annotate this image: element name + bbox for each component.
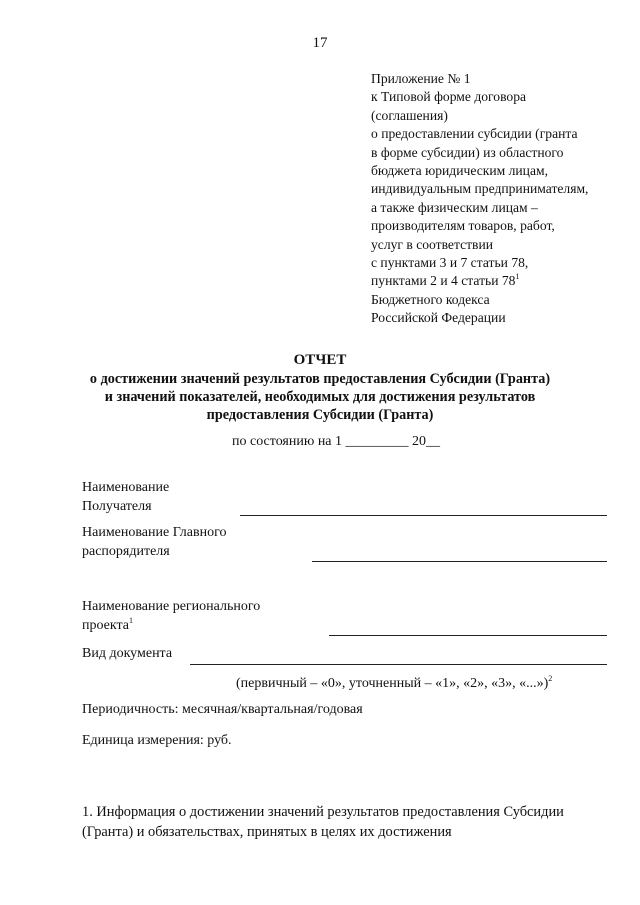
appendix-line: в форме субсидии) из областного xyxy=(371,144,564,160)
appendix-line: Приложение № 1 xyxy=(371,71,471,86)
footnote-ref: 1 xyxy=(129,616,133,625)
appendix-line: индивидуальным предпринимателям, xyxy=(371,181,589,197)
report-heading: ОТЧЕТ xyxy=(293,352,347,368)
appendix-line: производителям товаров, работ, xyxy=(371,218,555,234)
doc-type-label: Вид документа xyxy=(82,646,173,661)
section-1-line: 1. Информация о достижении значений результатов предоставления Субсидии xyxy=(82,804,564,820)
appendix-line: о предоставлении субсидии (гранта xyxy=(371,126,578,142)
project-input-line[interactable] xyxy=(329,635,607,636)
recipient-label-line: Наименование xyxy=(82,480,170,495)
manager-input-line[interactable] xyxy=(312,561,607,562)
recipient-label-line: Получателя xyxy=(82,499,152,514)
appendix-line: Российской Федерации xyxy=(371,310,506,326)
appendix-line: Бюджетного кодекса xyxy=(371,291,490,307)
footnote-ref: 1 xyxy=(515,272,520,282)
report-subtitle-line: о достижении значений результатов предоставления Субсидии (Гранта) xyxy=(89,371,551,387)
as-of-date: по состоянию на 1 _________ 20__ xyxy=(232,434,441,449)
periodicity: Периодичность: месячная/квартальная/годовая xyxy=(82,702,363,717)
section-1-heading xyxy=(82,802,564,842)
manager-label-line: Наименование Главного xyxy=(82,525,227,540)
manager-label-line: распорядителя xyxy=(82,544,170,559)
appendix-block xyxy=(371,70,588,328)
appendix-line: бюджета юридическим лицам, xyxy=(371,163,548,179)
project-label-text: проекта xyxy=(82,618,129,633)
footnote-ref: 2 xyxy=(548,674,553,683)
recipient-input-line[interactable] xyxy=(240,515,607,516)
project-label-line xyxy=(82,616,260,635)
appendix-line: услуг в соответствии xyxy=(371,236,494,252)
doc-type-hint-text: (первичный – «0», уточненный – «1», «2», «3», «...») xyxy=(236,676,549,691)
report-subtitle-line: и значений показателей, необходимых для достижения результатов xyxy=(104,389,536,405)
project-label xyxy=(82,597,260,635)
appendix-line: с пунктами 3 и 7 статьи 78, xyxy=(371,255,529,271)
project-label-line: Наименование регионального xyxy=(82,599,261,614)
doc-type-hint xyxy=(236,676,552,692)
report-subtitle-line: предоставления Субсидии (Гранта) xyxy=(206,407,434,423)
appendix-line-text: пунктами 2 и 4 статьи 78 xyxy=(371,273,516,289)
appendix-line: к Типовой форме договора xyxy=(371,89,527,105)
manager-label xyxy=(82,523,226,561)
appendix-line: а также физическим лицам – xyxy=(371,199,538,215)
appendix-line xyxy=(371,272,588,290)
recipient-label xyxy=(82,478,169,516)
section-1-line: (Гранта) и обязательствах, принятых в целях их достижения xyxy=(82,824,452,840)
page-number: 17 xyxy=(312,35,328,51)
doc-type-input-line[interactable] xyxy=(190,664,607,665)
appendix-line: (соглашения) xyxy=(371,107,448,123)
unit-of-measure: Единица измерения: руб. xyxy=(82,733,232,748)
